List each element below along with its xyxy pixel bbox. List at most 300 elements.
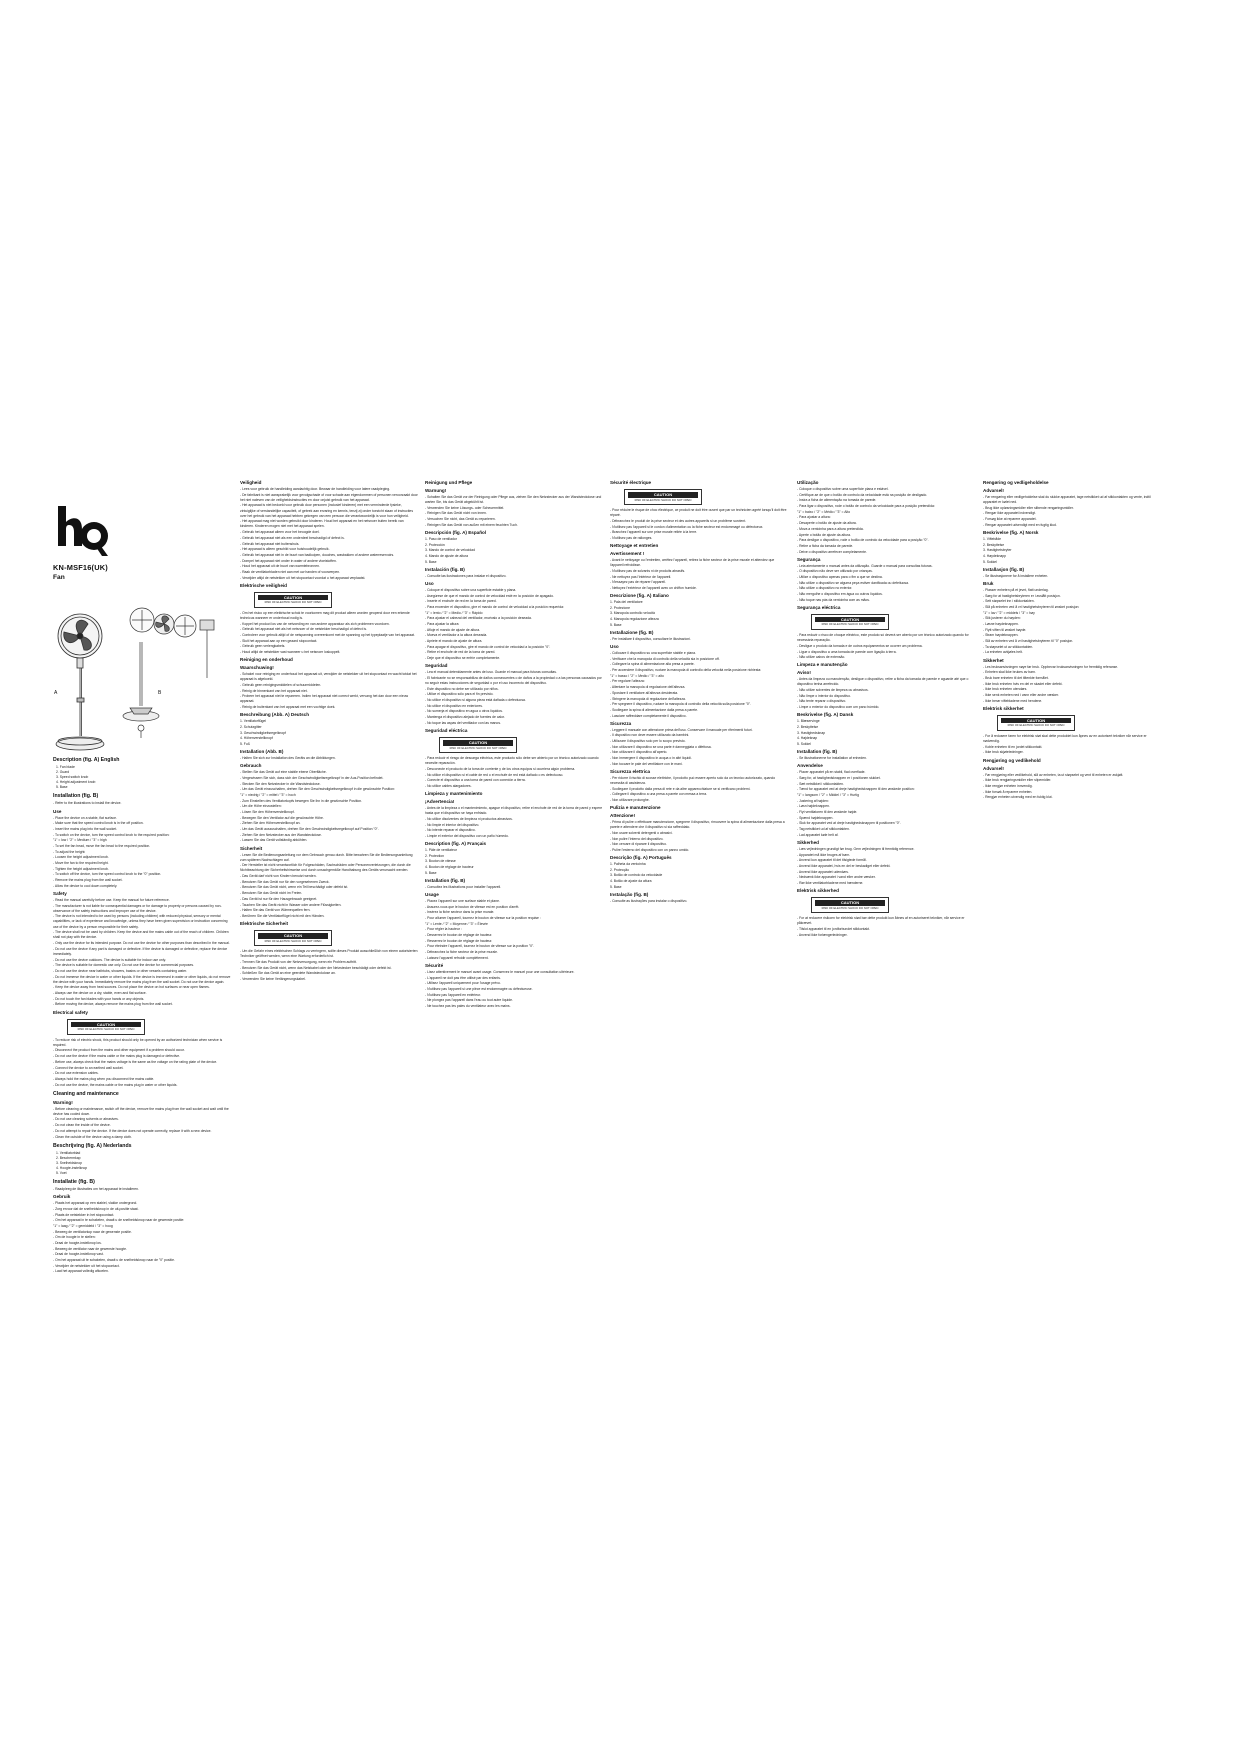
text-line: 4. Bouton de réglage de hauteur [425,865,474,870]
column-english [53,754,233,1275]
caution-label [811,897,889,913]
text-line: - Verificare che la manopola di controllo della velocità sia in posizione off. [610,656,720,661]
section-heading: Installation (fig. B) [797,749,838,755]
text-line: - Verwenden Sie keine Lösungs- oder Scheuermittel. [425,505,505,510]
text-line: - Slik justerer du høyden: [983,616,1021,621]
caution-label [624,489,702,505]
text-line: - Non cercare di riparare il dispositivo. [610,842,667,847]
text-line: - Leggere il manuale con attenzione prima dell'uso. Conservare il manuale per riferimenti futuri. [610,727,753,732]
text-line: - The device shall not be used by children. Keep the device and the mains cable out of the reach of children. Children shall not play with the device. [53,930,229,940]
text-line: - Gebruik het apparaat alleen voor het beoogde doel. [240,530,320,535]
text-line: - Halten Sie das Gerät von Wärmequellen fern. [240,908,311,913]
text-line: - Reinigen Sie das Gerät nicht von innen. [425,511,487,516]
text-line: - Ikke bruk enheten utendørs. [983,687,1028,692]
text-line: - Pour réduire le risque de choc électrique, ce produit ne doit être ouvert que par un technicien agréé lorsqu'il doit être réparé. [610,508,787,518]
text-line: - Houd altijd de netstekker vast wanneer u het netsnoer loskoppelt. [240,650,341,655]
text-line: - To adjust the height: [53,849,86,854]
text-line: - Per ridurre il rischio di scosse elettriche, il prodotto può essere aperto solo da un tecnico autorizzato, quando necessita di assistenza. [610,775,776,785]
installation-heading-en: Installation (fig. B) [53,793,99,800]
text-line: 5. Base [610,884,622,889]
text-line: - Ne nettoyez pas l'intérieur de l'appareil. [610,574,672,579]
text-line: - Lassen Sie das Gerät vollständig abkühlen. [240,838,308,843]
text-line: - Ligue o dispositivo a uma tomada de parede com ligação à terra. [797,649,897,654]
text-line: "1" = niedrig / "2" = mittel / "3" = hoch [240,792,296,797]
caution-heading: CAUTION [1001,718,1071,724]
text-line: - Do not use the device near bathtubs, showers, basins or other vessels containing water. [53,968,188,973]
text-line: - Nettoyez l'extérieur de l'appareil avec un chiffon humide. [610,585,697,590]
text-line: - Stram høydeknappen. [983,633,1019,638]
part-item: 4. Height adjustment knob [56,780,96,785]
text-line: - To reduce risk of electric shock, this product should only be opened by an authorized technician when service is required. [53,1037,223,1047]
section-heading: Beskrivelse (fig. A) Dansk [797,712,854,718]
text-line: - Para reducir el riesgo de descarga eléctrica, este producto sólo debe ser abierto por un técnico autorizado cuando necesite reparación. [425,756,599,766]
section-heading: Segurança eléctrica [797,604,841,610]
text-line: - Coloque el dispositivo sobre una superficie estable y plana. [425,587,517,592]
text-line: - Pour allumer l'appareil, tournez le bouton de vitesse sur la position requise : [425,915,541,920]
text-line: - Draai de hoogte-instelknop vast. [53,1252,104,1257]
text-line: - Vergewissern Sie sich, dass sich der Geschwindigkeitsregelknopf in der Aus-Position befindet. [240,775,384,780]
text-line: - Asegúrese de que el mando de control de velocidad esté en la posición de apagado. [425,593,554,598]
caution-body: RISK OF ELECTRIC SHOCK DO NOT OPEN [821,905,879,910]
section-heading: Aviso! [797,670,811,676]
text-line: - Non usare solventi detergenti o abrasivi. [610,830,673,835]
installation-text-nl: - Raadpleeg de illustraties om het apparaat te installeren. [53,1187,139,1192]
text-line: 1. Ventilatorflügel [240,719,267,724]
text-line: - Make sure that the speed control knob is in the off position. [53,821,144,826]
use-heading-nl: Gebruik [53,1194,71,1200]
caution-heading: CAUTION [815,617,885,623]
section-heading: Sécurité [425,962,444,968]
section-heading: Waarschuwing! [240,665,274,671]
section-heading: Pulizia e manutenzione [610,805,661,811]
section-heading: Descrição (fig. A) Português [610,855,672,861]
text-line: - Koble enheten til en jordet stikkontakt. [983,744,1043,749]
text-line: - Trennen Sie das Produkt von der Netzversorgung, wenn ein Problem auftritt. [240,959,357,964]
text-line: - Do not clean the inside of the device. [53,1123,111,1128]
text-line: - Løsn højdeknappen. [797,804,830,809]
text-line: 5. Fuß [240,742,250,746]
text-line: - Do not touch the fan blades with your hands or any objects. [53,996,145,1001]
caution-label [811,614,889,630]
text-line: - Controleer voor gebruik altijd of de netspanning overeenkomt met de spanning op het typeplaatje van het apparaat. [240,633,415,638]
text-line: - Benutzen Sie das Gerät nicht im Freien. [240,891,303,896]
text-line: - Flytt viften til ønsket høyde. [983,627,1027,632]
text-line: 5. Base [425,559,437,564]
text-line: - Om het apparaat in te schakelen, draait u de snelheidsknop naar de gewenste positie: [53,1218,185,1223]
section-heading: Attenzione! [610,813,636,819]
text-line: - Gebruik het apparaat niet buitenshuis. [240,541,300,546]
text-line: - Do not immerse the device in water or other liquids. If the device is immersed in water or other liquids, do not remove the device with your hands. Immediately remove the mains plug from the wall socket. Do not use the device again. [53,974,231,984]
text-line: 5. Base [610,622,622,627]
text-line: - Beweeg de ventilatorkop naar de gewenste positie. [53,1229,132,1234]
text-line: - Plaats de netstekker in het stopcontact. [53,1212,115,1217]
section-heading: Limpeza e manutenção [797,662,848,668]
text-line: - Tauchen Sie das Gerät nicht in Wasser oder andere Flüssigkeiten. [240,902,342,907]
caution-label [254,592,332,608]
caution-label [439,737,517,753]
text-line: - Assurez-vous que le bouton de vitesse est en position d'arrêt. [425,904,520,909]
text-line: - Deje que el dispositivo se enfríe completamente. [425,656,501,661]
text-line: - Insérez la fiche secteur dans la prise murale. [425,910,495,915]
text-line: - Gebruik geen reinigingsmiddelen of schuurmiddelen. [240,683,322,687]
description-heading-en: Description (fig. A) English [53,757,120,763]
caution-heading: CAUTION [71,1022,141,1028]
text-line: - Ikke senk enheten ned i vann eller andre væsker. [983,692,1059,697]
text-line: - Before use, always check that the mains voltage is the same as the voltage on the rating plate of the device. [53,1059,218,1064]
text-line: - Rengjør enheten utvendig med en fuktig klut. [983,795,1053,800]
text-line: - Spænd højdeknappen. [797,815,834,820]
text-line: - N'essayez pas de réparer l'appareil. [610,580,666,585]
section-heading: Nettoyage et entretien [610,543,659,549]
model-number: KN-MSF16(UK) [53,563,108,572]
text-line: - No utilice el dispositivo en exteriores. [425,703,483,708]
text-line: - Do not use cleaning solvents or abrasives. [53,1117,119,1122]
text-line: - Prima di pulire o effettuare manutenzione, spegnere il dispositivo, rimuovere la spina di alimentazione dalla presa a parete e attendere che il dispositivo si sia raffreddato. [610,820,785,830]
text-line: - Avant le nettoyage ou l'entretien, arrêtez l'appareil, retirez la fiche secteur de la prise murale et attendez que l'appareil refroidisse. [610,558,775,568]
text-line: - Allow the device to cool down completely. [53,883,118,888]
text-line: "1" = laag / "2" = gemiddeld / "3" = hoog [53,1223,113,1228]
text-line: - Pulire l'esterno del dispositivo con un panno umido. [610,847,690,852]
section-heading: Anvendelse [797,763,823,769]
section-heading: Descripción (fig. A) Español [425,529,487,535]
installation-heading-nl: Installatie (fig. B) [53,1179,95,1186]
text-line: - Gebruik het apparaat niet in de buurt van badkuipen, douches, wasbakken of andere waterreservoirs. [240,552,395,557]
text-line: - Flyt ventilatoren til den ønskede højde. [797,810,858,814]
section-heading: Seguridad [425,663,448,669]
column-portuguese-danish [797,478,975,938]
text-line: - Desserrez le bouton de réglage de hauteur. [425,933,493,938]
text-line: "1" = lav / "2" = middels / "3" = høy [983,610,1035,615]
section-heading: Bruk [983,580,994,586]
text-line: - To set the fan head, move the fan head to the required position. [53,844,151,848]
text-line: - Ziehen Sie den Netzstecker aus der Wandsteckdose. [240,832,322,837]
text-line: - Non pulire l'interno del dispositivo. [610,836,664,841]
text-line: - Apparatet må ikke bruges af børn. [797,852,851,857]
use-list-en [53,816,233,889]
text-line: - Aperte o botão de ajuste da altura. [797,532,851,537]
caution-body: RISK OF ELECTRIC SHOCK DO NOT OPEN [264,600,322,605]
text-line: - Anvend ikke apparatet udendørs. [797,869,849,874]
section-heading: Elektrische Sicherheit [240,921,289,926]
text-line: - Spostare il ventilatore all'altezza desiderata. [610,690,679,695]
caution-heading: CAUTION [815,900,885,906]
text-line: - Plasser enheten på et jevnt, flatt underlag. [983,587,1049,592]
part-item: 3. Snelheidsknop [56,1160,83,1165]
text-line: - No limpie el interior del dispositivo. [425,822,480,827]
text-line: - Non utilizzare prolunghe. [610,798,650,803]
text-line: - Laat het apparaat volledig afkoelen. [53,1269,109,1274]
text-line: - Schakel voor reiniging en onderhoud het apparaat uit, verwijder de netstekker uit het stopcontact en wacht totdat het apparaat is afgekoeld. [240,672,417,682]
text-line: - Om de hoogte in te stellen: [53,1235,96,1240]
text-line: - Connect the device to an earthed wall socket. [53,1065,124,1070]
text-line: - Um die Gefahr eines elektrischen Schlags zu verringern, sollte dieses Produkt ausschließlich von einem autorisierten Techniker geöffnet werden, wenn eine Wartung erforderlich ist. [240,949,418,959]
text-line: - Do not use the device outdoors. The device is suitable for indoor use only. [53,957,166,962]
part-item: 1. Ventilatorblad [56,1150,81,1155]
text-line: - Do not attempt to repair the device. If the device does not operate correctly, replace it with a new device. [53,1128,212,1133]
text-line: 3. Mando de control de velocidad [425,548,475,553]
text-line: 4. Botão de ajuste da altura [610,879,652,884]
section-heading: Sécurité électrique [610,480,652,485]
text-line: 4. Manopola regolazione altezza [610,617,659,622]
text-line: - Schließen Sie das Gerät an eine geerdete Wandsteckdose an. [240,971,336,976]
section-heading: Rengjøring og vedlikehold [983,757,1041,763]
part-item: 5. Voet [56,1171,67,1175]
text-line: - Lasciare raffreddare completamente il dispositivo. [610,713,687,718]
text-line: - Stecken Sie den Netzstecker in die Wandsteckdose. [240,781,321,786]
text-line: 4. Mando de ajuste de altura [425,554,468,558]
text-line: - Não mergulhe o dispositivo em água ou outros líquidos. [797,592,883,597]
parts-list-nl [53,1151,233,1176]
electrical-list-en [53,1038,233,1088]
text-line: - Do not use the device if the mains cable or the mains plug is damaged or defective. [53,1054,181,1059]
caution-heading: CAUTION [258,595,328,601]
text-line: - The manufacturer is not liable for consequential damages or for damage to property or persons caused by non-observance of the safety instructions and improper use of the device. [53,903,222,913]
text-line: - Gebruik geen verlengkabels. [240,644,286,649]
text-line: - Der Hersteller ist nicht verantwortlich für Folgeschäden, Sachschäden oder Personenverletzungen, die durch die Nichtbeachtung der Sicherheitshinweise und durch unsachgemäße Handhabung des Geräts verursacht werden. [240,863,411,873]
text-line: - Antes de la limpieza o el mantenimiento, apague el dispositivo, retire el enchufe de red de la toma de pared y espere hasta que el dispositivo se haya enfriado. [425,806,603,816]
text-line: - Forsøg ikke at reparere apparatet. [983,517,1037,522]
text-line: 2. Protecção [610,867,630,872]
text-line: - Se illustrationerne for installation af enheden. [797,756,867,761]
column-french-italian-portuguese [610,478,788,905]
section-heading: Advarsel! [983,765,1004,771]
text-line: - Berühren Sie die Ventilatorflügel nicht mit den Händen. [240,913,325,918]
section-heading: Warnung! [425,488,447,493]
text-line: - Branchez l'appareil sur une prise murale reliée à la terre. [610,530,698,535]
hq-logo [52,500,112,560]
text-line: - N'utilisez pas l'appareil si le cordon d'alimentation ou la fiche secteur est endommagé ou défectueux. [610,524,764,529]
text-line: - Para encender el dispositivo, gire el mando de control de velocidad a la posición requerida: [425,604,564,609]
text-line: - Draai de hoogte-instelknop los. [53,1241,102,1245]
text-line: - Sluk for apparatet ved at dreje hastighedsknappen til positionen "0". [797,821,901,826]
text-line: - Sørg for, at hastighedsknappen er i positionen slukket. [797,775,881,780]
figure-label-a: A [54,690,58,696]
text-line: - Anvend ikke forlængerledninger. [797,932,848,937]
text-line: - Het apparaat is alleen geschikt voor huishoudelijk gebruik. [240,547,330,552]
text-line: - Das Gerät ist nur für den Hausgebrauch geeignet. [240,896,318,901]
text-line: - Before moving the device, always remove the mains plug from the wall socket. [53,1002,173,1007]
text-line: 4. Höhenverstellknopf [240,736,273,741]
text-line: - Resserrez le bouton de réglage de hauteur. [425,938,493,943]
text-line: - Lesen Sie die Bedienungsanleitung vor dem Gebrauch genau durch. Bitte bewahren Sie die Bedienungsanleitung zum späteren Nachschlagen auf. [240,852,413,862]
section-heading: Advarsel! [983,488,1004,493]
cleaning-list-en [53,1107,233,1140]
text-line: - Desconecte el producto de la toma de corriente y de los otros equipos si ocurriera algún problema. [425,766,576,771]
text-line: - Het apparaat mag niet worden gebruikt door kinderen. Houd het apparaat en het netsnoer buiten bereik van kinderen. Kinderen mogen niet met het apparaat spelen. [240,519,404,529]
text-line: - Insert the mains plug into the wall socket. [53,826,118,831]
text-line: - Brug ikke opløsningsmidler eller slibende rengøringsmidler. [983,505,1074,510]
text-line: - Do not use extension cables. [53,1071,99,1076]
text-line: - Se illustrasjonene for å installere enheten. [983,573,1049,578]
part-item: 1. Fan blade [56,765,75,769]
text-line: - Disconnect the product from the mains and other equipment if a problem should occur. [53,1048,185,1053]
text-line: 4. Højdeknap [797,736,818,741]
text-line: - Justering af højden: [797,798,829,803]
text-line: - Move the fan to the required height. [53,861,109,866]
caution-body: RISK OF ELECTRIC SHOCK DO NOT OPEN [264,938,322,943]
text-line: 5. Base [425,870,437,875]
text-line: - Deixe o dispositivo arrefecer completamente. [797,549,867,554]
text-line: "1" = basso / "2" = Medio / "3" = alto [610,673,664,678]
text-line: 1. Viftebåde [983,536,1002,541]
column-german-spanish-french [425,478,603,1010]
text-line: - Placer apparatet på en stabil, flad overflade. [797,770,866,775]
text-line: 1. Palheta da ventoinha [610,862,646,867]
text-line: - Utilice el dispositivo sólo para el fin previsto. [425,692,494,697]
text-line: - Het apparaat is niet bedoeld voor gebruik door personen (inclusief kinderen) met een verminderde fysieke, zintuiglijke of verstandelijke capaciteit, of gebrek aan ervaring en kennis, tenzij zij onder toezicht staan of instructies over het gebruik van het apparaat hebben gekregen van een persoon die verantwoordelijk is voor hun veiligheid. [240,503,414,518]
text-line: - For at reducere risikoen for elektrisk stød bør dette produkt kun åbnes af en autoriseret tekniker, når service er påkrævet. [797,916,965,926]
text-line: - No toque las aspas del ventilador con las manos. [425,720,501,725]
text-line: "1" = lento / "2" = Medio / "3" = Rápido [425,610,483,615]
text-line: - Non utilizzare il dispositivo all'aperto. [610,750,668,755]
text-line: - Ikke berør viftebladene med hendene. [983,698,1043,703]
text-line: - Benutzen Sie das Gerät nicht, wenn das Netzkabel oder der Netzstecker beschädigt oder defekt ist. [240,965,392,970]
text-line: - Lad apparatet køle helt af. [797,832,839,837]
text-line: - Consultez les illustrations pour installer l'appareil. [425,884,502,889]
text-line: 2. Protección [425,542,445,547]
text-line: - Utilizzare il dispositivo solo per lo scopo previsto. [610,739,686,744]
text-line: - For å redusere faren for elektrisk støt skal dette produktet kun åpnes av en autorisert tekniker når service er nødvendig. [983,733,1147,744]
text-line: - Anvend ikke apparatet, hvis en del er beskadiget eller defekt. [797,863,891,868]
text-line: - Lisez attentivement le manuel avant usage. Conservez le manuel pour une consultation ultérieure. [425,969,575,974]
text-line: - Benutzen Sie das Gerät nicht, wenn ein Teil beschädigt oder defekt ist. [240,885,349,890]
text-line: - Gebruik het apparaat niet als het netsnoer of de netstekker beschadigd of defect is. [240,627,368,632]
part-item: 3. Speed switch knob [56,775,89,780]
text-line: - Para ajustar la altura: [425,622,460,626]
caution-heading: CAUTION [258,933,328,939]
part-item: 2. Guard [56,770,70,775]
safety-heading-en: Safety [53,890,67,896]
text-line: - To switch on the device, turn the speed control knob to the required position: [53,832,170,837]
column-danish-norwegian [983,478,1161,801]
text-line: - Leia atentamente o manual antes da utilização. Guarde o manual para consultas futuras. [797,563,933,568]
column-dutch-german [240,478,418,983]
text-line: - Utilisez l'appareil uniquement pour l'usage prévu. [425,981,501,986]
parts-list-en [53,765,233,790]
use-list-nl [53,1201,233,1274]
fan-figure-a [56,614,104,750]
section-heading: Elektrisk sikkerhed [797,888,839,894]
text-line: - Não tente reparar o dispositivo. [797,699,847,704]
text-line: - Halten Sie sich zur Installation des Geräts an die Abbildungen. [240,756,336,761]
text-line: - Ikke bruk skjøteledninger. [983,750,1024,755]
text-line: - No utilice el dispositivo si alguna pieza está dañada o defectuosa. [425,698,526,703]
text-line: - O dispositivo não deve ser utilizado por crianças. [797,569,873,574]
text-line: - Place the device on a stable, flat surface. [53,815,117,820]
text-line: "1" = langsom / "2" = Middel / "3" = Hurtig [797,792,859,797]
section-heading: Description (fig. A) Français [425,840,487,846]
section-heading: Elektrisk sikkerhet [983,705,1024,711]
section-heading: Seguridad eléctrica [425,727,468,733]
text-line: - Før rengjøring eller vedlikehold, slå av enheten, ta ut støpselet og vent til enheten er avkjølt. [983,772,1124,777]
section-heading: Elektrische veiligheid [240,582,287,588]
text-line: - Før rengøring eller vedligeholdelse skal du slukke apparatet, tage netstikket ud af stikkontakten og vente, indtil apparatet er kølet ned. [983,495,1151,505]
text-line: - Ikke bruk enheten hvis en del er skadet eller defekt. [983,681,1063,686]
text-line: - Ne touchez pas les pales du ventilateur avec les mains. [425,1004,511,1008]
part-item: 5. Base [56,785,68,790]
section-heading: Installasjon (fig. B) [983,566,1025,572]
text-line: - Allentare la manopola di regolazione dell'altezza. [610,685,686,690]
text-line: - Loosen the height adjustment knob. [53,855,109,860]
text-line: - Stellen Sie das Gerät auf eine stabile ebene Oberfläche. [240,770,327,775]
text-line: - Ikke forsøk å reparere enheten. [983,789,1033,794]
text-line: - Laissez l'appareil refroidir complètement. [425,955,489,960]
text-line: - Para desligar o dispositivo, rode o botão de controlo da velocidade para a posição "0". [797,538,929,543]
text-line: - Para ajustar el cabezal del ventilador, muévalo a la posición deseada. [425,616,532,621]
text-line: - Mantenga el dispositivo alejado de fuentes de calor. [425,715,505,720]
section-heading: Sicurezza [610,720,632,726]
text-line: - Reinig de buitenkant van het apparaat met een vochtige doek. [240,705,336,710]
text-line: - Desaperte o botão de ajuste da altura. [797,521,857,526]
text-line: - Afloje el mando de ajuste de altura. [425,627,481,632]
caution-body: RISK OF ELECTRIC SHOCK DO NOT OPEN [1007,723,1065,728]
text-line: - Clean the outside of the device using a damp cloth. [53,1134,132,1139]
section-heading: Segurança [797,556,821,562]
text-line: - Zorg ervoor dat de snelheidsknop in de uit-positie staat. [53,1206,139,1211]
fan-diagram [40,586,240,771]
text-line: - Only use the device for its intended purpose. Do not use the device for other purposes than described in the manual. [53,941,230,946]
caution-heading: CAUTION [628,492,698,498]
caution-body: RISK OF ELECTRIC SHOCK DO NOT OPEN [821,622,879,627]
section-heading: Instalação (fig. B) [610,891,649,897]
section-heading: Installazione (fig. B) [610,629,654,635]
text-line: - Scollegare la spina di alimentazione dalla presa a parete. [610,707,699,712]
text-line: - Lees voor gebruik de handleiding aandachtig door. Bewaar de handleiding voor latere raadpleging. [240,487,391,491]
text-line: - Read the manual carefully before use. Keep the manual for future reference. [53,897,170,902]
section-heading: Veiligheid [240,480,262,485]
text-line: - Tighten the height adjustment knob. [53,866,109,871]
text-line: - Non immergere il dispositivo in acqua o in altri liquidi. [610,756,692,761]
text-line: - Limpe o exterior do dispositivo com um pano húmido. [797,705,880,710]
text-line: - Benutzen Sie das Gerät nur für den vorgesehenen Zweck. [240,879,330,884]
text-line: - Não utilize o dispositivo no exterior. [797,586,853,591]
caution-body: RISK OF ELECTRIC SHOCK DO NOT OPEN [449,745,507,750]
text-line: - Para ligar o dispositivo, rode o botão de controlo da velocidade para a posição pretendida: [797,504,935,509]
text-line: - Slå av enheten ved å vri hastighetsbryteren til "0" posisjon. [983,639,1074,644]
text-line: - Raak de ventilatorbladen niet aan met uw handen of voorwerpen. [240,569,341,574]
text-line: - Pour régler la hauteur : [425,927,462,932]
section-heading: Limpieza y mantenimiento [425,791,483,797]
text-line: - Om het apparaat uit te schakelen, draait u de snelheidsknop naar de "0" positie. [53,1258,175,1263]
text-line: - Limpie el exterior del dispositivo con un paño húmedo. [425,833,509,838]
section-heading: Sikkerhet [983,657,1004,663]
text-line: - Versuchen Sie nicht, das Gerät zu reparieren. [425,517,496,522]
section-heading: Beskrivelse (fig. A) Norsk [983,529,1039,535]
text-line: - Utilize o dispositivo apenas para o fim a que se destina. [797,575,883,580]
text-line: - Per spegnere il dispositivo, ruotare la manopola di controllo della velocità sulla posizione "0". [610,702,751,707]
text-line: - Slå på enheten ved å vri hastighetsbryteren til ønsket posisjon: [983,604,1080,609]
text-line: - Probeer het apparaat niet te repareren. Indien het apparaat niet correct werkt, vervang het dan door een nieuw apparaat. [240,694,409,704]
text-line: - Sluit het apparaat aan op een geaard stopcontact. [240,638,318,643]
text-line: 3. Manopola controllo velocità [610,611,655,616]
text-line: 3. Bouton de vitesse [425,859,456,864]
section-heading: Reinigung und Pflege [425,480,473,485]
text-line: - No utilice el dispositivo si el cable de red o el enchufe de red está dañado o es defectuoso. [425,772,564,777]
text-line: - Tag netstikket ud af stikkontakten. [797,827,850,832]
text-line: - Antes da limpeza ou manutenção, desligue o dispositivo, retire a ficha da tomada de parede e aguarde até que o dispositivo tenha arrefecido. [797,677,969,687]
text-line: - L'appareil ne doit pas être utilisé par des enfants. [425,975,501,980]
warning-heading-en: Warning! [53,1099,73,1105]
text-line: - Não limpe o interior do dispositivo. [797,693,851,698]
text-line: - Coloque o dispositivo sobre uma superfície plana e estável. [797,487,889,491]
text-line: - No utilice disolventes de limpieza ni productos abrasivos. [425,816,513,821]
text-line: - Non toccare le pale del ventilatore con le mani. [610,761,683,766]
text-line: - Ziehen Sie den Höhenverstellknopf an. [240,821,301,826]
text-line: - De fabrikant is niet aansprakelijk voor gevolgschade of voor schade aan eigendommen of personen veroorzaakt door het niet naleven van de veiligheidsinstructies en door onjuist gebruik van het apparaat. [240,492,418,502]
cleaning-heading-en: Cleaning and maintenance [53,1090,119,1097]
text-line: - Consulte las ilustraciones para instalar el dispositivo. [425,573,507,578]
text-line: - N'utilisez pas de rallonges. [610,536,653,541]
